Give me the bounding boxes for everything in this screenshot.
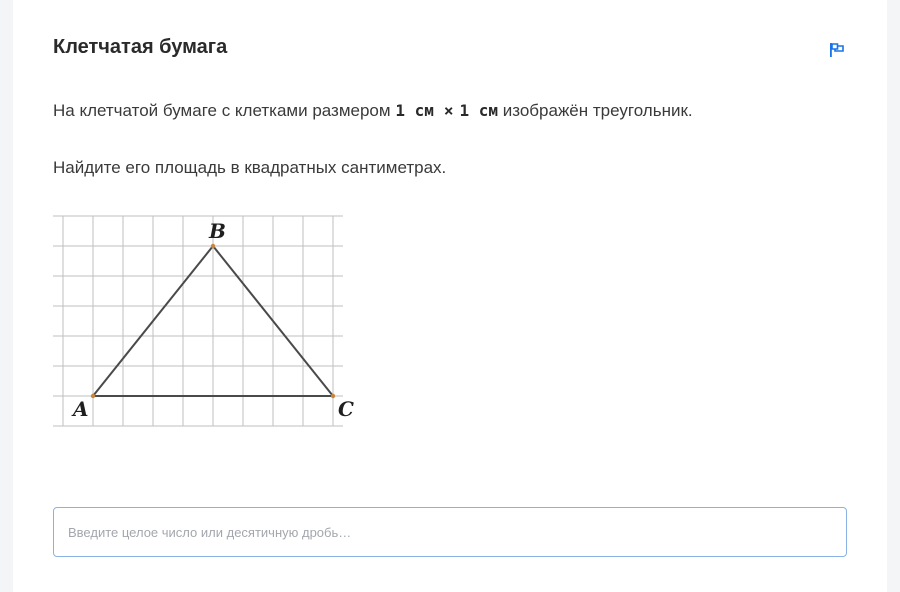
statement-text-end: изображён треугольник. (498, 101, 693, 120)
problem-question: Найдите его площадь в квадратных сантиметрах. (53, 158, 447, 177)
vertex-label-a: A (73, 397, 89, 421)
statement-text-start: На клетчатой бумаге с клетками размером (53, 101, 396, 120)
formula-width: 1 см (395, 101, 434, 120)
vertex-label-b: B (209, 219, 226, 243)
task-title: Клетчатая бумага (53, 36, 228, 58)
flag-icon[interactable] (827, 40, 847, 60)
vertex-point-a (91, 394, 95, 398)
vertex-label-c: C (338, 397, 354, 421)
vertex-point-c (331, 394, 335, 398)
cell-size-formula (395, 101, 498, 120)
formula-height: 1 см (459, 101, 499, 120)
grid-lines (53, 216, 343, 426)
triangle-figure (53, 212, 363, 432)
vertex-point-b (211, 244, 215, 248)
problem-statement (53, 101, 693, 121)
answer-input[interactable] (53, 507, 847, 557)
task-card (13, 0, 887, 592)
times-sign: × (443, 101, 454, 120)
